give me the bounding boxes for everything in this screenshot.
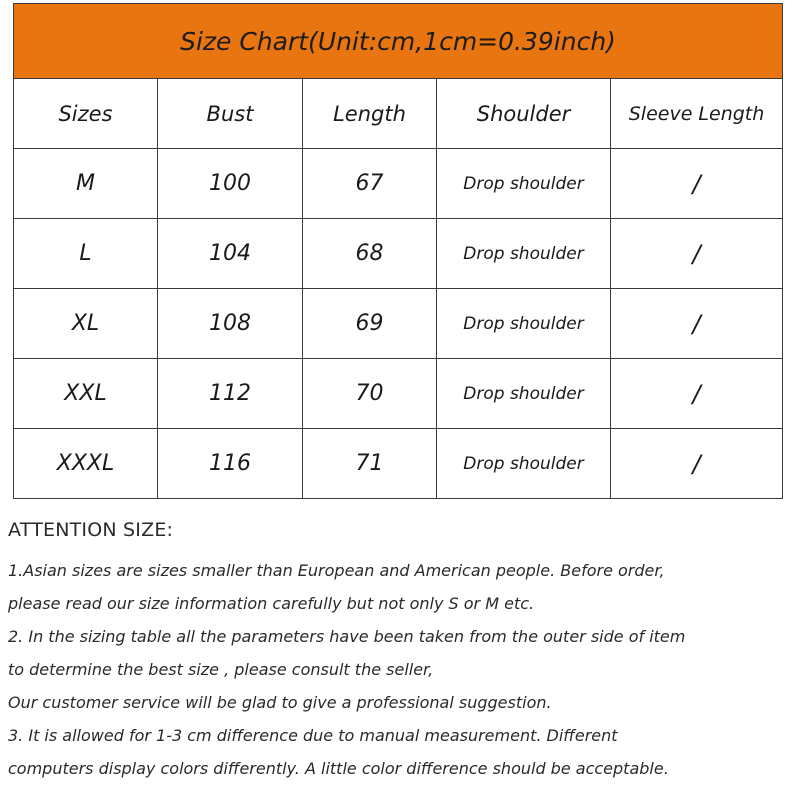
shoulder-cell: Drop shoulder [437, 149, 611, 219]
shoulder-cell: Drop shoulder [437, 429, 611, 499]
header-row [14, 79, 783, 149]
size-chart-table [13, 3, 783, 499]
column-header-length: Length [303, 79, 437, 149]
notes-heading: ATTENTION SIZE: [8, 519, 174, 541]
column-header-sleeve-length: Sleeve Length [611, 79, 783, 149]
note-line: 1.Asian sizes are sizes smaller than European and American people. Before order, [8, 561, 665, 580]
note-line: please read our size information carefully but not only S or M etc. [8, 594, 535, 613]
note-line: to determine the best size , please consult the seller, [8, 660, 434, 679]
bust-cell: 100 [158, 149, 303, 219]
length-cell: 69 [303, 289, 437, 359]
sleeve-cell: / [611, 359, 783, 429]
bust-cell: 116 [158, 429, 303, 499]
sleeve-cell: / [611, 219, 783, 289]
length-cell: 67 [303, 149, 437, 219]
table-row [14, 219, 783, 289]
sleeve-cell: / [611, 289, 783, 359]
column-header-bust: Bust [158, 79, 303, 149]
size-cell: XXL [14, 359, 158, 429]
shoulder-cell: Drop shoulder [437, 219, 611, 289]
table-row [14, 359, 783, 429]
size-cell: M [14, 149, 158, 219]
bust-cell: 104 [158, 219, 303, 289]
shoulder-cell: Drop shoulder [437, 359, 611, 429]
size-notes [8, 518, 793, 785]
note-line: computers display colors differently. A little color difference should be acceptable. [8, 759, 669, 778]
note-line: 3. It is allowed for 1-3 cm difference due to manual measurement. Different [8, 726, 618, 745]
note-line: 2. In the sizing table all the parameters have been taken from the outer side of item [8, 627, 686, 646]
bust-cell: 108 [158, 289, 303, 359]
sleeve-cell: / [611, 149, 783, 219]
table-row [14, 429, 783, 499]
size-cell: XXXL [14, 429, 158, 499]
sleeve-cell: / [611, 429, 783, 499]
size-chart-title: Size Chart(Unit:cm,1cm=0.39inch) [14, 4, 783, 79]
column-header-sizes: Sizes [14, 79, 158, 149]
bust-cell: 112 [158, 359, 303, 429]
table-row [14, 289, 783, 359]
column-header-shoulder: Shoulder [437, 79, 611, 149]
length-cell: 71 [303, 429, 437, 499]
size-cell: XL [14, 289, 158, 359]
note-line: Our customer service will be glad to give a professional suggestion. [8, 693, 552, 712]
table-row [14, 149, 783, 219]
shoulder-cell: Drop shoulder [437, 289, 611, 359]
length-cell: 68 [303, 219, 437, 289]
size-cell: L [14, 219, 158, 289]
length-cell: 70 [303, 359, 437, 429]
